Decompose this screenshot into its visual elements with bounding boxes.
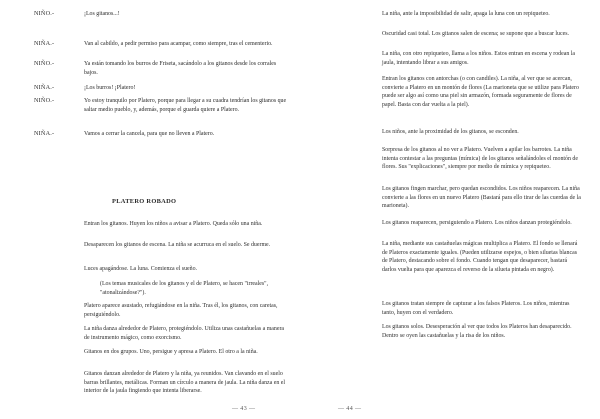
- speaker: NIÑA.-: [34, 130, 55, 137]
- stage-direction: Gitanos en dos grupos. Uno, persigue y apresa a Platero. El otro a la niña.: [84, 349, 258, 355]
- page-number: — 44 —: [338, 406, 362, 412]
- stage-direction: Desaparecen los gitanos de escena. La niña se acurruca en el suelo. Se duerme.: [84, 242, 271, 248]
- stage-direction: Oscuridad casi total. Los gitanos salen de escena; se supone que a buscar luces.: [382, 31, 569, 37]
- dialogue-text: Vamos a cerrar la cancela, para que no lleven a Platero.: [84, 131, 215, 137]
- stage-direction: La niña, mediante sus castañuelas mágicas multiplica a Platero. El fondo se llenará de Plateros exactamente iguales. (Pueden utilizarse espejos, o bien siluetas blancas de Platero, destacando sobre el fondo. Cuando tengan que desaparecer, bastará darlos vuelta para que aparezca el reverso de la silueta pintada en negro).: [382, 241, 578, 273]
- stage-direction: Gitanos danzan alrededor de Platero y la niña, ya reunidos. Van clavando en el suelo barras brillantes, metálicas. Forman un círculo a manera de jaula. La niña danza en el interior de la jaula fingiendo que intenta liberarse.: [84, 371, 286, 395]
- stage-direction: Los gitanos fingen marchar, pero quedan escondidos. Los niños reaparecen. La niña convierte a las flores en un nuevo Platero (Bastará para ello tirar de las cuerdas de la marioneta).: [382, 186, 581, 210]
- speaker: NIÑO.-: [34, 97, 55, 104]
- stage-direction: Los gitanos solos. Desesperación al ver que todos los Plateros han desaparecido. Dentro se oyen las castañuelas y la risa de los niños.: [382, 324, 572, 339]
- stage-direction: La niña, con otro repiqueteo, llama a los niños. Estos entran en escena y rodean la jaula, intentando librar a sus amigos.: [382, 51, 576, 66]
- speaker: NIÑA.-: [34, 84, 55, 91]
- dialogue-text: Van al cabildo, a pedir permiso para acampar, como siempre, tras el cementerio.: [84, 41, 273, 47]
- dialogue-text: ¡Los gitanos...!: [84, 11, 120, 17]
- stage-direction: La niña danza alrededor de Platero, protegiéndolo. Utiliza unas castañuelas a manera de instrumento mágico, como exorcismo.: [84, 326, 285, 341]
- stage-direction: Luces apagándose. La luna. Comienza el sueño.: [84, 266, 198, 272]
- stage-direction: Los gitanos tratan siempre de capturar a los falsos Plateros. Los niños, mientras tanto, huyen con el verdadero.: [382, 301, 570, 316]
- dialogue-text: Ya están tomando los burros de Friseta, sacándolo a los gitanos desde los corrales bajos.: [84, 61, 277, 76]
- page-number: — 43 —: [232, 406, 256, 412]
- dialogue-text: ¡Los burros! ¡Platero!: [84, 85, 136, 91]
- section-heading: PLATERO ROBADO: [112, 198, 177, 205]
- stage-direction: Entran los gitanos con antorchas (o con candiles). La niña, al ver que se acercan, convierte a Platero en un montón de flores (La marioneta que se utilize para Platero puede ser algo así como una piel sin armazón, formada seguramente de flores de papel. Basta con dar vuelta a la piel).: [382, 76, 579, 108]
- stage-direction: Los niños, ante la proximidad de los gitanos, se esconden.: [382, 129, 519, 135]
- stage-direction: Platero aparece asustado, refugiándose en la niña. Tras él, los gitanos, con caretas, persiguiéndolo.: [84, 303, 278, 318]
- stage-direction: La niña, ante la imposibilidad de salir, apaga la luna con un repiqueteo.: [382, 11, 550, 17]
- speaker: NIÑO.-: [34, 60, 55, 67]
- dialogue-text: Yo estoy tranquilo por Platero, porque para llegar a su cuadra tendrían los gitanos que saltar medio pueblo, y, además, porque el guarda quiere a Platero.: [84, 98, 287, 113]
- stage-direction: Los gitanos reaparecen, persiguiendo a Platero. Los niños danzan protegiéndolo.: [382, 220, 572, 226]
- stage-direction: Entran los gitanos. Huyen los niños a avisar a Platero. Queda sólo una niña.: [84, 221, 263, 227]
- stage-direction: Sorpresa de los gitanos al no ver a Platero. Vuelven a apilar los barrotes. La niña intenta contestar a las preguntas (mímica) de los gitanos señalándoles el montón de flores. Sus "explicaciones", siempre por medio de mímica y repiqueteo.: [382, 147, 578, 171]
- speaker: NIÑA.-: [34, 40, 55, 47]
- speaker: NIÑO.-: [34, 10, 55, 17]
- music-note: (Los temas musicales de los gitanos y el de Platero, se hacen "irreales", "atonalizándose?").: [100, 281, 269, 296]
